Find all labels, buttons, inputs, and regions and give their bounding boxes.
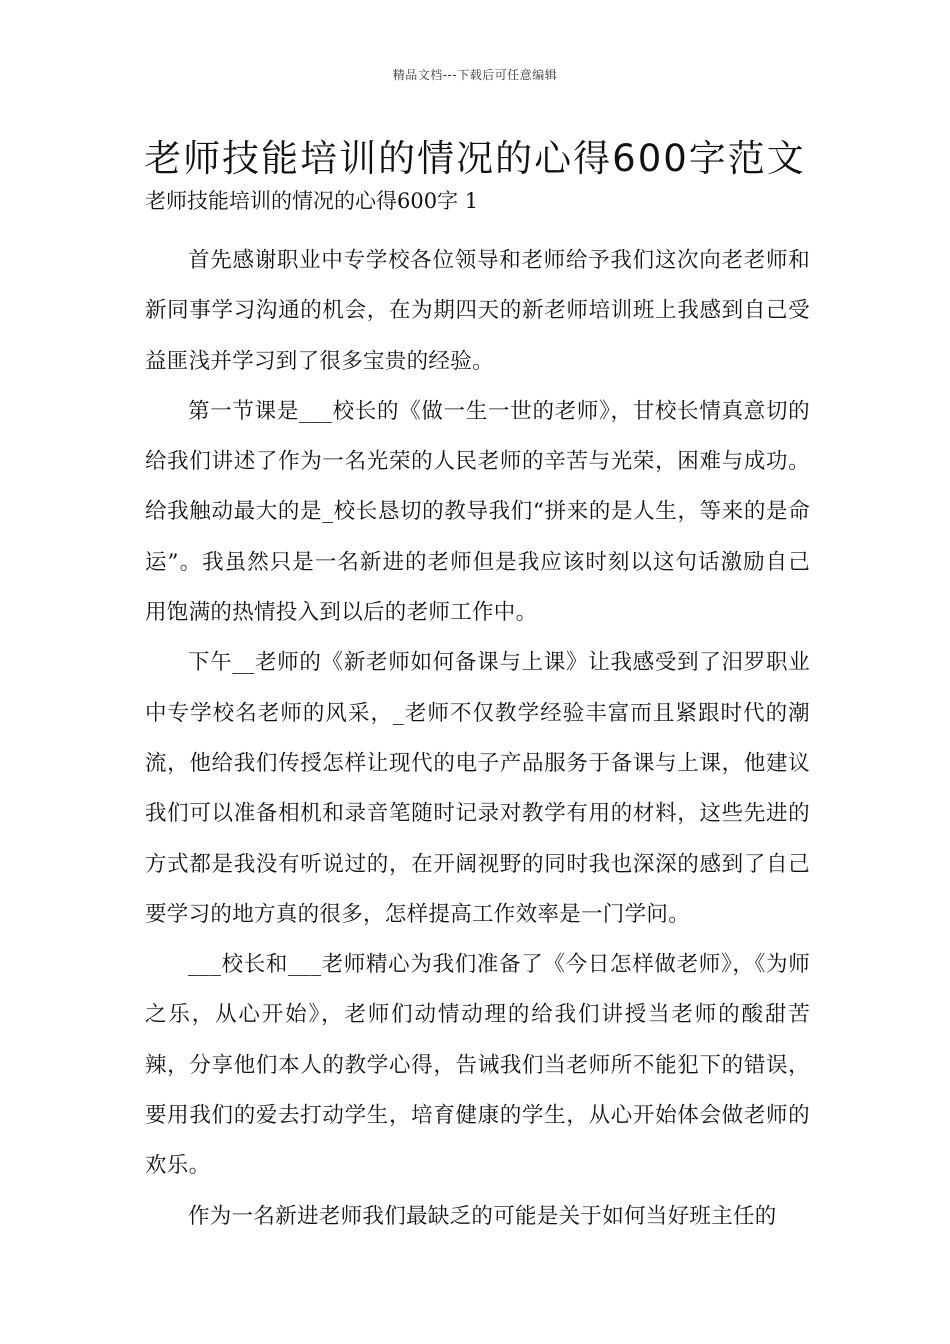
paragraph-4: ___校长和___老师精心为我们准备了《今日怎样做老师》，《为师之乐，从心开始》，老师们动情动理的给我们讲授当老师的酸甜苦辣，分享他们本人的教学心得，告诫我们当老师所不能犯下的错误，要用我们的爱去打动学生，培育健康的学生，从心开始体会做老师的欢乐。 — [145, 952, 810, 1179]
page-header-watermark: 精品文档---下载后可任意编辑 — [392, 68, 558, 82]
section-subheading: 老师技能培训的情况的心得600字 1 — [145, 189, 479, 213]
paragraph-5: 作为一名新进老师我们最缺乏的可能是关于如何当好班主任的 — [188, 1203, 777, 1229]
paragraph-3: 下午__老师的《新老师如何备课与上课》让我感受到了汨罗职业中专学校名老师的风采，_老师不仅教学经验丰富而且紧跟时代的潮流，他给我们传授怎样让现代的电子产品服务于备课与上课，他建议我们可以准备相机和录音笔随时记录对教学有用的材料，这些先进的方式都是我没有听说过的，在开阔视野的同时我也深深的感到了自己要学习的地方真的很多，怎样提高工作效率是一门学问。 — [145, 650, 810, 927]
paragraph-2: 第一节课是___校长的《做一生一世的老师》，甘校长情真意切的给我们讲述了作为一名光荣的人民老师的辛苦与光荣，困难与成功。给我触动最大的是_校长恳切的教导我们“拼来的是人生，等来的是命运”。我虽然只是一名新进的老师但是我应该时刻以这句话激励自己用饱满的热情投入到以后的老师工作中。 — [145, 398, 810, 626]
document-title: 老师技能培训的情况的心得600字范文 — [144, 137, 806, 180]
paragraph-1: 首先感谢职业中专学校各位领导和老师给予我们这次向老老师和新同事学习沟通的机会，在为期四天的新老师培训班上我感到自己受益匪浅并学习到了很多宝贵的经验。 — [145, 248, 810, 374]
document-body — [145, 184, 810, 1242]
